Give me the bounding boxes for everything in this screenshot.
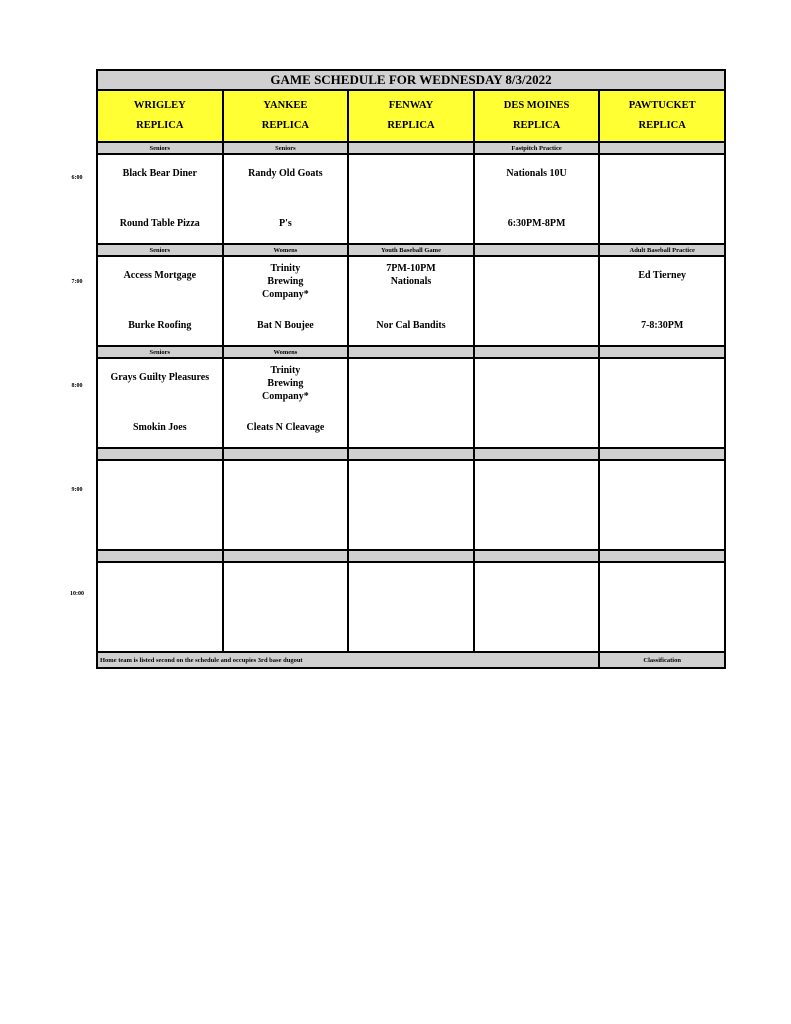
classification-cell xyxy=(599,346,725,358)
time-label-10: 10:00 xyxy=(70,591,84,597)
classification-row xyxy=(97,448,725,460)
field-sub: REPLICA xyxy=(387,120,435,131)
time-label-8: 8:00 xyxy=(71,383,83,389)
classification-cell xyxy=(348,550,474,562)
field-name: WRIGLEY xyxy=(133,100,186,111)
team-bottom: 7-8:30PM xyxy=(641,320,684,331)
game-cell xyxy=(97,460,223,550)
game-cell xyxy=(223,358,349,448)
team-top: Trinity Brewing Company* xyxy=(262,365,309,402)
classification-cell xyxy=(474,244,600,256)
game-cell xyxy=(97,562,223,652)
game-cell xyxy=(348,256,474,346)
game-cell xyxy=(348,154,474,244)
classification-cell xyxy=(599,550,725,562)
team-bottom: Round Table Pizza xyxy=(119,218,200,229)
game-cell xyxy=(223,256,349,346)
classification-row xyxy=(97,244,725,256)
footer-note: Home team is listed second on the schedule and occupies 3rd base dugout xyxy=(97,652,599,668)
classification-cell: Seniors xyxy=(223,142,349,154)
field-name: FENWAY xyxy=(388,100,434,111)
game-cell xyxy=(97,154,223,244)
game-cell xyxy=(474,154,600,244)
page-title: GAME SCHEDULE FOR WEDNESDAY 8/3/2022 xyxy=(97,70,725,90)
classification-cell xyxy=(474,550,600,562)
team-top: Ed Tierney xyxy=(638,270,687,281)
field-sub: REPLICA xyxy=(136,120,184,131)
classification-cell: Fastpitch Practice xyxy=(474,142,600,154)
classification-cell: Seniors xyxy=(97,142,223,154)
schedule-table xyxy=(96,69,726,669)
classification-cell xyxy=(348,448,474,460)
team-bottom: Burke Roofing xyxy=(128,320,192,331)
game-row xyxy=(97,154,725,244)
time-label-6: 6:00 xyxy=(71,175,83,181)
classification-cell: Seniors xyxy=(97,244,223,256)
team-bottom: P's xyxy=(279,218,292,229)
classification-cell xyxy=(474,346,600,358)
field-name: DES MOINES xyxy=(503,100,570,111)
field-sub: REPLICA xyxy=(261,120,310,131)
game-cell xyxy=(348,358,474,448)
field-name: PAWTUCKET xyxy=(628,100,696,111)
team-top: Access Mortgage xyxy=(123,270,197,281)
classification-cell: Womens xyxy=(223,244,349,256)
title-row xyxy=(97,70,725,90)
classification-cell: Youth Baseball Game xyxy=(348,244,474,256)
game-cell xyxy=(474,562,600,652)
team-bottom: Bat N Boujee xyxy=(257,320,314,331)
classification-cell xyxy=(223,550,349,562)
game-row xyxy=(97,460,725,550)
field-header xyxy=(97,90,223,142)
field-header-row xyxy=(97,90,725,142)
team-top: Grays Guilty Pleasures xyxy=(110,372,210,383)
game-cell xyxy=(348,562,474,652)
classification-cell xyxy=(223,448,349,460)
classification-cell xyxy=(97,550,223,562)
team-top: Randy Old Goats xyxy=(248,168,323,179)
team-top: Trinity Brewing Company* xyxy=(262,263,309,300)
classification-cell: Womens xyxy=(223,346,349,358)
classification-cell xyxy=(97,448,223,460)
game-row xyxy=(97,562,725,652)
game-cell xyxy=(474,358,600,448)
game-cell xyxy=(348,460,474,550)
classification-cell: Adult Baseball Practice xyxy=(599,244,725,256)
game-cell xyxy=(97,358,223,448)
team-bottom: Smokin Joes xyxy=(132,422,187,433)
field-header xyxy=(599,90,725,142)
time-label-7: 7:00 xyxy=(71,279,83,285)
field-sub: REPLICA xyxy=(512,120,561,131)
classification-cell xyxy=(474,448,600,460)
time-label-9: 9:00 xyxy=(71,487,83,493)
game-cell xyxy=(223,460,349,550)
game-cell xyxy=(599,154,725,244)
field-header xyxy=(348,90,474,142)
field-header xyxy=(223,90,349,142)
game-cell xyxy=(223,154,349,244)
game-cell xyxy=(599,460,725,550)
game-row xyxy=(97,256,725,346)
game-row xyxy=(97,358,725,448)
field-header xyxy=(474,90,600,142)
field-name: YANKEE xyxy=(263,100,308,111)
team-top: Black Bear Diner xyxy=(122,168,197,179)
team-top: Nationals 10U xyxy=(506,168,567,179)
game-cell xyxy=(599,358,725,448)
field-sub: REPLICA xyxy=(638,120,686,131)
classification-row xyxy=(97,346,725,358)
footer-classification: Classification xyxy=(599,652,725,668)
game-cell xyxy=(223,562,349,652)
team-bottom: 6:30PM-8PM xyxy=(507,218,566,229)
game-cell xyxy=(97,256,223,346)
footer-row xyxy=(97,652,725,668)
classification-cell xyxy=(599,448,725,460)
classification-cell: Seniors xyxy=(97,346,223,358)
classification-cell xyxy=(348,346,474,358)
classification-cell xyxy=(348,142,474,154)
classification-row xyxy=(97,142,725,154)
team-bottom: Nor Cal Bandits xyxy=(376,320,446,331)
game-cell xyxy=(474,460,600,550)
game-cell xyxy=(599,256,725,346)
game-cell xyxy=(599,562,725,652)
game-cell xyxy=(474,256,600,346)
team-top: 7PM-10PM Nationals xyxy=(386,263,436,287)
classification-row xyxy=(97,550,725,562)
classification-cell xyxy=(599,142,725,154)
team-bottom: Cleats N Cleavage xyxy=(246,422,325,433)
